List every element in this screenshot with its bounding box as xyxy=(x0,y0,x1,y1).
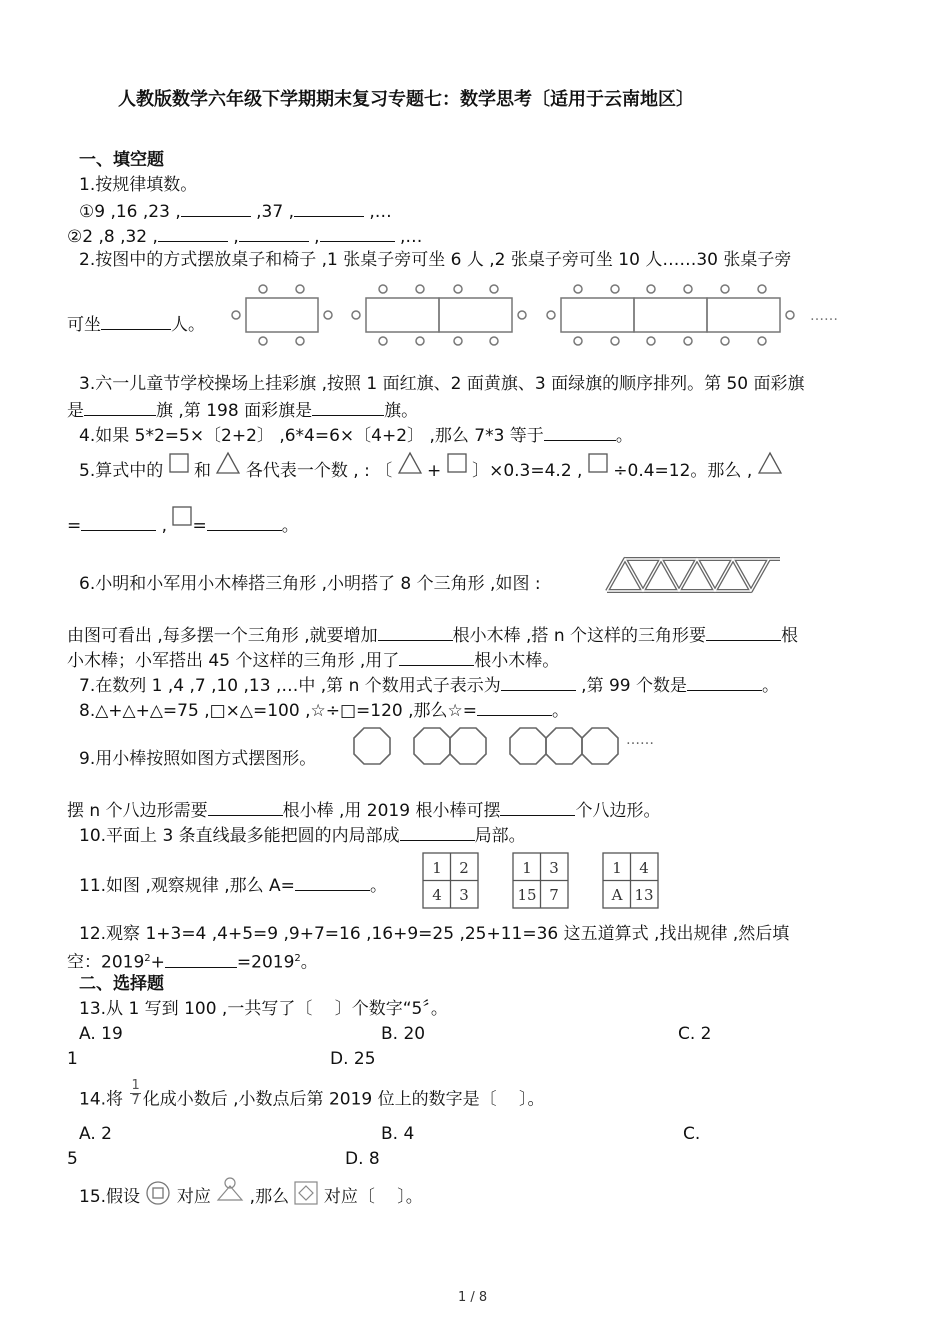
q14-line xyxy=(79,1078,545,1114)
q5-e: 〕×0.3=4.2 , xyxy=(472,461,583,481)
q12-c: =2019 xyxy=(236,952,295,973)
q1-stem: 1.按规律填数。 xyxy=(79,175,198,195)
q9-line2 xyxy=(67,797,660,823)
q6-blank-1[interactable] xyxy=(378,622,453,641)
q9-line2-b: 根小棒 ,用 2019 根小棒可摆 xyxy=(282,801,501,821)
q15-b: 对应 xyxy=(176,1187,211,1207)
q7-line xyxy=(79,672,779,698)
square-diamond-icon xyxy=(294,1181,318,1205)
grid2-cell-br: 7 xyxy=(549,886,559,904)
q11-b: 。 xyxy=(369,876,387,896)
q5-c: 各代表一个数 , : 〔 xyxy=(245,461,393,481)
q1-l2-b: , xyxy=(227,227,239,247)
grid2-cell-tr: 3 xyxy=(549,859,559,877)
q5-blank-1[interactable] xyxy=(81,512,156,531)
q9-line2-a: 摆 n 个八边形需要 xyxy=(67,801,208,821)
number-grids-figure xyxy=(420,851,665,911)
q3-line1: 3.六一儿童节学校操场上挂彩旗 ,按照 1 面红旗、2 面黄旗、3 面绿旗的顺序排列。第 50 面彩旗 xyxy=(79,374,805,394)
q5-j: 。 xyxy=(281,516,299,536)
q5-a: 5.算式中的 xyxy=(79,461,164,481)
q10-a: 10.平面上 3 条直线最多能把圆的内局部成 xyxy=(79,826,400,846)
q14-a: 14.将 xyxy=(79,1089,124,1110)
q1-l1-b: ,37 , xyxy=(250,202,294,222)
q3-line2-a: 是 xyxy=(67,401,84,421)
q9-line2-c: 个八边形。 xyxy=(575,801,661,821)
q9-dots: …… xyxy=(626,732,654,748)
q13-option-b[interactable]: B. 20 xyxy=(381,1024,426,1044)
q12-line1: 12.观察 1+3=4 ,4+5=9 ,9+7=16 ,16+9=25 ,25+11=36 这五道算式 ,找出规律 ,然后填 xyxy=(79,924,790,944)
q14-option-d[interactable]: D. 8 xyxy=(345,1149,380,1169)
triangle-icon xyxy=(758,452,782,474)
q4-b: 。 xyxy=(615,426,633,446)
q14-option-c[interactable]: C. xyxy=(683,1124,701,1144)
q14-option-a[interactable]: A. 2 xyxy=(79,1124,112,1144)
q8-a: 8.△+△+△=75 ,□×△=100 ,☆÷□=120 ,那么☆= xyxy=(79,701,478,721)
page-title: 人教版数学六年级下学期期末复习专题七：数学思考〔适用于云南地区〕 xyxy=(118,89,694,110)
section-choice-heading: 二、选择题 xyxy=(79,974,164,994)
q15-a: 15.假设 xyxy=(79,1187,141,1207)
q15-d: 对应〔 〕。 xyxy=(323,1187,423,1207)
q1-line1 xyxy=(79,198,392,224)
q8-blank[interactable] xyxy=(477,697,552,716)
q4-blank[interactable] xyxy=(544,422,616,441)
q8-line xyxy=(79,697,569,723)
q6-line2-a: 由图可看出 ,每多摆一个三角形 ,就要增加 xyxy=(67,626,378,646)
grid3-cell-bl: A xyxy=(611,886,623,904)
q1-l2-c: , xyxy=(308,227,320,247)
triangles-sticks-figure xyxy=(605,555,785,595)
q1-l1-a: ①9 ,16 ,23 , xyxy=(79,202,181,222)
grid1-cell-bl: 4 xyxy=(432,886,442,904)
q13-option-d[interactable]: D. 25 xyxy=(330,1049,376,1069)
q11-a: 11.如图 ,观察规律 ,那么 A= xyxy=(79,876,295,896)
q14-b: 化成小数后 ,小数点后第 2019 位上的数字是〔 〕。 xyxy=(142,1089,545,1110)
q10-b: 局部。 xyxy=(474,826,526,846)
fraction-numerator: 1 xyxy=(131,1078,140,1093)
q9-line1: 9.用小棒按照如图方式摆图形。 xyxy=(79,749,317,769)
q1-l1-c: ,… xyxy=(364,202,392,222)
q7-blank-2[interactable] xyxy=(687,672,762,691)
q3-blank-1[interactable] xyxy=(84,397,156,416)
q15-c: ,那么 xyxy=(249,1187,290,1207)
q5-blank-2[interactable] xyxy=(207,512,282,531)
q13-option-a[interactable]: A. 19 xyxy=(79,1024,123,1044)
q6-line3-a: 小木棒；小军搭出 45 个这样的三角形 ,用了 xyxy=(67,651,400,671)
q1-blank-2[interactable] xyxy=(294,198,364,217)
q12-sup-1: 2 xyxy=(144,953,151,964)
fraction-denominator: 7 xyxy=(131,1093,140,1108)
grid3-cell-br: 13 xyxy=(634,886,654,904)
q11-blank[interactable] xyxy=(295,872,370,891)
q1-blank-5[interactable] xyxy=(320,223,395,242)
q2-line2 xyxy=(67,311,205,337)
q13-option-c-cont: 1 xyxy=(67,1049,78,1069)
q9-blank-2[interactable] xyxy=(500,797,575,816)
q5-line1 xyxy=(79,459,782,483)
tables-chairs-figure xyxy=(228,280,858,350)
q3-line2-b: 旗 ,第 198 面彩旗是 xyxy=(156,401,313,421)
q3-blank-2[interactable] xyxy=(312,397,384,416)
q13-option-c[interactable]: C. 2 xyxy=(678,1024,712,1044)
q2-blank[interactable] xyxy=(101,311,171,330)
q7-a: 7.在数列 1 ,4 ,7 ,10 ,13 ,…中 ,第 n 个数用式子表示为 xyxy=(79,676,501,696)
q5-i: = xyxy=(192,516,207,536)
q2-line2-a: 可坐 xyxy=(67,315,101,335)
q3-line2 xyxy=(67,397,418,423)
q2-dots: …… xyxy=(810,308,838,324)
section-fill-heading: 一、填空题 xyxy=(79,150,164,170)
grid1-cell-tl: 1 xyxy=(432,859,442,877)
q2-line1: 2.按图中的方式摆放桌子和椅子 ,1 张桌子旁可坐 6 人 ,2 张桌子旁可坐 10 人……30 张桌子旁 xyxy=(79,250,792,270)
grid2-cell-tl: 1 xyxy=(522,859,532,877)
square-icon xyxy=(169,453,189,473)
q10-line xyxy=(79,822,526,848)
q12-line2 xyxy=(67,947,318,975)
square-icon xyxy=(172,506,192,526)
grid3-cell-tr: 4 xyxy=(639,859,649,877)
q13-stem: 13.从 1 写到 100 ,一共写了〔 〕个数字“5〞。 xyxy=(79,999,448,1019)
triangle-icon xyxy=(398,452,422,474)
q5-f: ÷0.4=12。那么 , xyxy=(613,461,753,481)
circle-square-icon xyxy=(145,1180,171,1206)
q6-line2 xyxy=(67,622,798,648)
q1-blank-4[interactable] xyxy=(239,223,309,242)
q14-option-c-cont: 5 xyxy=(67,1149,78,1169)
q4-line xyxy=(79,422,633,448)
q5-line2 xyxy=(67,512,299,538)
q7-blank-1[interactable] xyxy=(501,672,576,691)
q5-b: 和 xyxy=(194,461,212,481)
q11-line xyxy=(79,872,387,898)
q1-l2-a: ②2 ,8 ,32 , xyxy=(67,227,158,247)
q5-d: + xyxy=(427,461,442,481)
q6-line3 xyxy=(67,647,559,673)
triangle-icon xyxy=(216,452,240,474)
q2-line2-b: 人。 xyxy=(171,315,205,335)
q12-a: 空：2019 xyxy=(67,952,145,973)
square-icon xyxy=(588,453,608,473)
q1-blank-3[interactable] xyxy=(158,223,228,242)
grid1-cell-tr: 2 xyxy=(459,859,469,877)
q14-option-b[interactable]: B. 4 xyxy=(381,1124,415,1144)
q6-blank-2[interactable] xyxy=(706,622,781,641)
grid1-cell-br: 3 xyxy=(459,886,469,904)
q7-b: ,第 99 个数是 xyxy=(575,676,688,696)
q1-blank-1[interactable] xyxy=(181,198,251,217)
square-icon xyxy=(447,453,467,473)
q1-l2-d: ,… xyxy=(394,227,423,247)
q15-line xyxy=(79,1184,423,1210)
q5-g: = xyxy=(67,516,82,536)
grid3-cell-tl: 1 xyxy=(612,859,622,877)
q10-blank[interactable] xyxy=(400,822,475,841)
q4-a: 4.如果 5*2=5×〔2+2〕 ,6*4=6×〔4+2〕 ,那么 7*3 等于 xyxy=(79,426,544,446)
q9-blank-1[interactable] xyxy=(208,797,283,816)
triangle-circle-icon xyxy=(216,1176,244,1202)
q6-line3-b: 根小木棒。 xyxy=(474,651,560,671)
q12-sup-2: 2 xyxy=(294,953,301,964)
q6-blank-3[interactable] xyxy=(399,647,474,666)
q6-line1: 6.小明和小军用小木棒搭三角形 ,小明搭了 8 个三角形 ,如图 : xyxy=(79,574,541,594)
grid2-cell-bl: 15 xyxy=(517,886,537,904)
fraction xyxy=(130,1079,140,1108)
q12-blank[interactable] xyxy=(165,949,237,968)
q8-b: 。 xyxy=(552,701,570,721)
q5-h: , xyxy=(156,516,168,536)
q1-line2 xyxy=(67,223,422,249)
q12-b: + xyxy=(150,952,165,973)
q6-line2-b: 根小木棒 ,搭 n 个这样的三角形要 xyxy=(452,626,707,646)
q6-line2-c: 根 xyxy=(781,626,799,646)
q12-d: 。 xyxy=(300,952,318,973)
q3-line2-c: 旗。 xyxy=(384,401,419,421)
page-number: 1 / 8 xyxy=(458,1290,488,1305)
octagons-figure xyxy=(352,726,672,768)
q7-c: 。 xyxy=(762,676,780,696)
